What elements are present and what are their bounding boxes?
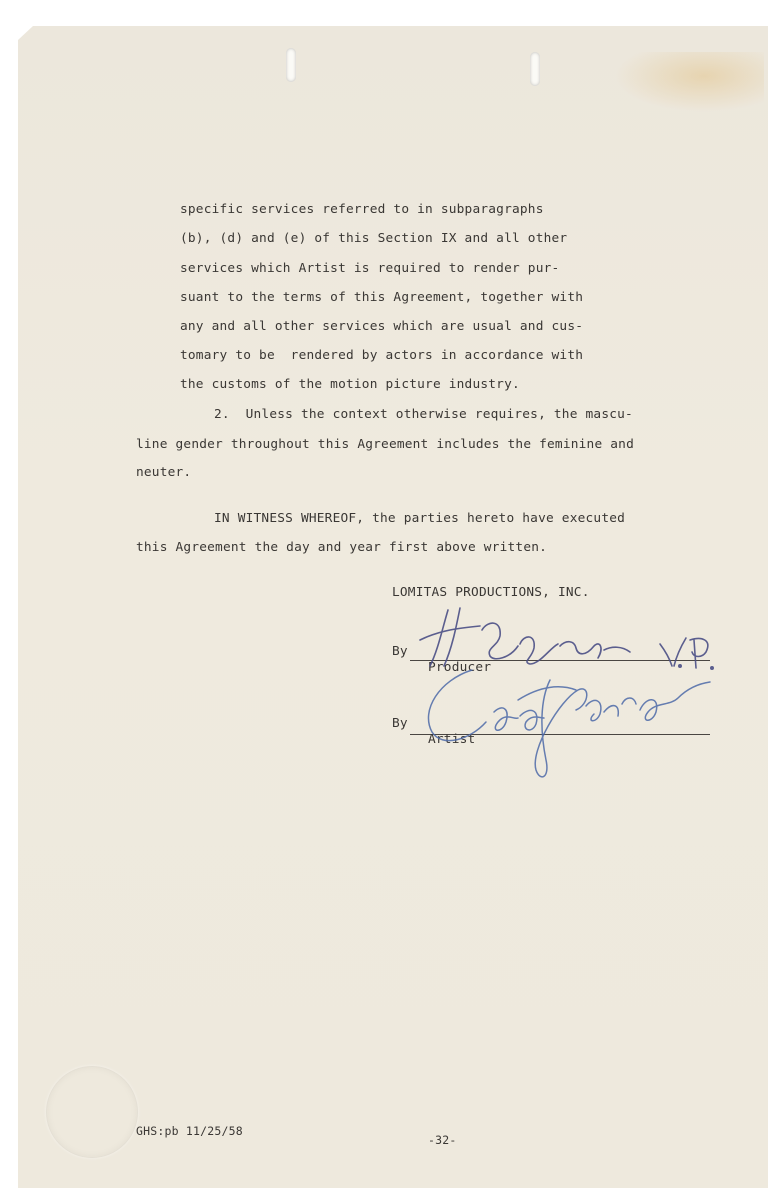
- paragraph-2-line: line gender throughout this Agreement includes the feminine and: [136, 437, 634, 452]
- body-line: services which Artist is required to render pur-: [180, 261, 560, 276]
- punch-hole: [530, 52, 540, 86]
- punch-hole: [286, 48, 296, 82]
- embossed-seal: [46, 1066, 138, 1158]
- paragraph-2-line: neuter.: [136, 465, 192, 480]
- body-line: any and all other services which are usual and cus-: [180, 319, 584, 334]
- by-label-producer: By: [392, 644, 408, 659]
- artist-label: Artist: [428, 732, 476, 747]
- paper-stain: [614, 52, 764, 112]
- page-number: -32-: [428, 1133, 457, 1147]
- paragraph-2-line: 2. Unless the context otherwise requires, the mascu-: [214, 407, 633, 422]
- body-line: (b), (d) and (e) of this Section IX and all other: [180, 231, 568, 246]
- witness-line: IN WITNESS WHEREOF, the parties hereto have executed: [214, 511, 626, 526]
- witness-line: this Agreement the day and year first above written.: [136, 540, 548, 555]
- company-name: LOMITAS PRODUCTIONS, INC.: [392, 585, 590, 600]
- body-line: suant to the terms of this Agreement, together with: [180, 290, 584, 305]
- typist-initials: GHS:pb 11/25/58: [136, 1124, 243, 1138]
- producer-label: Producer: [428, 660, 492, 675]
- by-label-artist: By: [392, 716, 408, 731]
- body-line: tomary to be rendered by actors in accordance with: [180, 348, 584, 363]
- handwritten-signatures: [390, 600, 730, 790]
- body-line: the customs of the motion picture industry.: [180, 377, 520, 392]
- body-line: specific services referred to in subparagraphs: [180, 202, 544, 217]
